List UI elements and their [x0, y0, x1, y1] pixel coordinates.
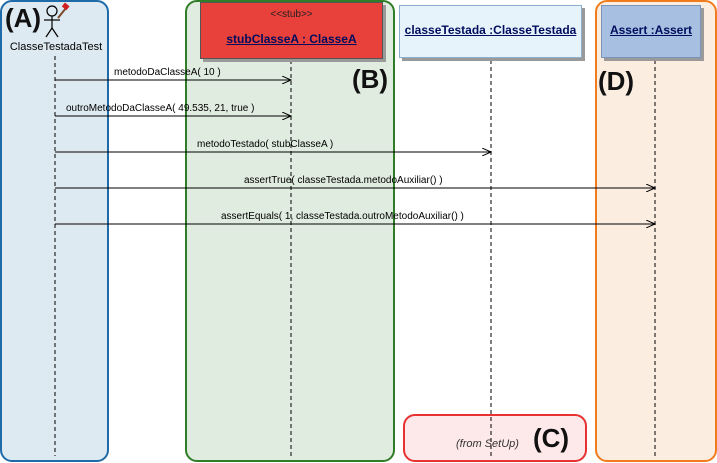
actor-stick-figure-icon [44, 3, 70, 37]
lifeline-box-stub[interactable] [200, 2, 383, 59]
region-d-tag: (D) [598, 66, 635, 96]
stub-stereotype: <<stub>> [270, 9, 313, 20]
message-label-4: assertTrue( classeTestada.metodoAuxiliar() ) [244, 175, 443, 186]
classe-testada-name: classeTestada :ClasseTestada [404, 23, 577, 37]
region-c-tag: (C) [533, 423, 570, 453]
message-label-2: outroMetodoDaClasseA( 49.535, 21, true ) [66, 103, 255, 114]
lifeline-box-assert[interactable] [601, 5, 701, 58]
stub-name: stubClasseA : ClasseA [226, 32, 357, 46]
actor-label: ClasseTestadaTest [9, 41, 103, 53]
region-a-tag: (A) [5, 3, 42, 33]
region-b-tag: (B) [352, 64, 389, 94]
message-label-3: metodoTestado( stubClasseA ) [197, 139, 334, 150]
assert-name: Assert :Assert [609, 23, 693, 37]
lifeline-box-classe-testada[interactable] [399, 5, 582, 58]
message-label-1: metodoDaClasseA( 10 ) [114, 67, 221, 78]
message-label-5: assertEquals( 1, classeTestada.outroMetodoAuxiliar() ) [221, 211, 464, 222]
setup-note: (from SetUp) [456, 438, 519, 450]
